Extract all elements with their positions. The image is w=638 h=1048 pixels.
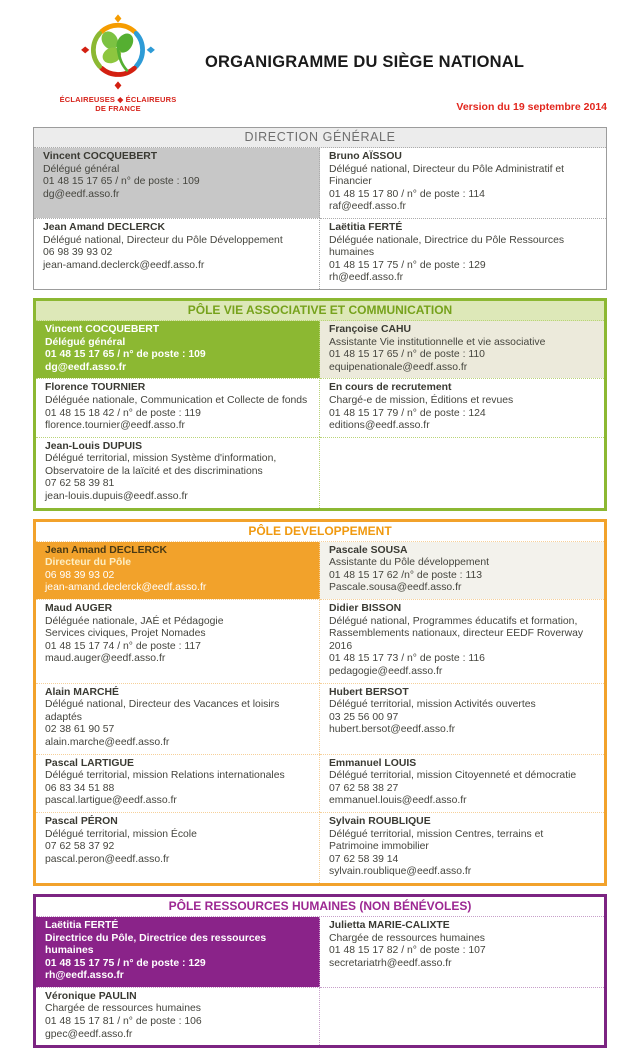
staff-cell: [36, 812, 320, 883]
staff-cell: [36, 542, 320, 599]
staff-cell: [320, 812, 604, 883]
staff-phone: 02 38 61 90 57: [45, 724, 115, 736]
staff-name: Florence TOURNIER: [45, 382, 146, 394]
staff-role: Délégué national, Programmes éducatifs et formation,: [329, 615, 578, 627]
staff-phone: 01 48 15 17 65 / n° de poste : 110: [329, 349, 485, 361]
staff-phone: 01 48 15 17 65 / n° de poste : 109: [45, 349, 206, 361]
staff-name: Jean-Louis DUPUIS: [45, 440, 142, 452]
staff-role: Délégué territorial, mission Citoyenneté et démocratie: [329, 770, 577, 782]
staff-cell: [320, 378, 604, 436]
staff-name: Maud AUGER: [45, 603, 113, 615]
staff-email: maud.auger@eedf.asso.fr: [45, 653, 166, 665]
staff-name: Julietta MARIE-CALIXTE: [329, 919, 450, 931]
staff-name: Françoise CAHU: [329, 323, 411, 335]
staff-cell: [320, 321, 604, 378]
staff-phone: 07 62 58 38 27: [329, 782, 399, 794]
staff-phone: 01 48 15 18 42 / n° de poste : 119: [45, 407, 201, 419]
staff-email: hubert.bersot@eedf.asso.fr: [329, 724, 456, 736]
staff-role: Directrice du Pôle, Directrice des ressources humaines: [45, 932, 267, 957]
staff-phone: 01 48 15 17 75 / n° de poste : 129: [329, 259, 486, 271]
staff-role: Délégué territorial, mission Activités ouvertes: [329, 699, 536, 711]
staff-email: jean-amand.declerck@eedf.asso.fr: [43, 259, 205, 271]
staff-role: Délégué national, Directeur du Pôle Développement: [43, 234, 283, 246]
staff-name: Sylvain ROUBLIQUE: [329, 815, 431, 827]
staff-name: Pascal LARTIGUE: [45, 757, 134, 769]
staff-phone: 01 48 15 17 65 / n° de poste : 109: [43, 176, 200, 188]
staff-role: Délégué général: [43, 163, 120, 175]
staff-cell: [36, 987, 320, 1045]
staff-name: Didier BISSON: [329, 603, 402, 615]
staff-phone: 03 25 56 00 97: [329, 711, 399, 723]
staff-email: raf@eedf.asso.fr: [329, 201, 406, 213]
staff-role: Déléguée nationale, Communication et Collecte de fonds: [45, 394, 308, 406]
staff-cell: [34, 218, 320, 289]
staff-role: Directeur du Pôle: [45, 557, 132, 569]
section-pole-developpement: [33, 519, 607, 886]
staff-cell: [36, 917, 320, 987]
staff-phone: 01 48 15 17 62 /n° de poste : 113: [329, 569, 483, 581]
staff-name: Hubert BERSOT: [329, 686, 409, 698]
staff-cell: [34, 148, 320, 218]
staff-email: pascal.peron@eedf.asso.fr: [45, 853, 170, 865]
staff-cell: [320, 218, 606, 289]
staff-cell: [320, 917, 604, 987]
section-pole-ressources-humaines-title: PÔLE RESSOURCES HUMAINES (NON BÉNÉVOLES): [36, 897, 604, 917]
staff-cell: [320, 599, 604, 683]
staff-role: Délégué territorial, mission Centres, terrains et Patrimoine immobilier: [329, 828, 544, 853]
staff-name: Vincent COCQUEBERT: [43, 151, 158, 162]
staff-cell: [36, 378, 320, 436]
staff-grid-pole-ressources-humaines: [36, 917, 604, 1045]
staff-name: Bruno AÏSSOU: [329, 151, 402, 162]
staff-role: Délégué national, Directeur des Vacances et loisirs adaptés: [45, 699, 280, 723]
staff-role: Assistante Vie institutionnelle et vie associative: [329, 336, 546, 348]
staff-role: Délégué territorial, mission Relations internationales: [45, 770, 285, 782]
staff-name: Pascal PÉRON: [45, 815, 118, 827]
staff-email: editions@eedf.asso.fr: [329, 420, 430, 432]
staff-name: Alain MARCHÉ: [45, 686, 119, 698]
staff-role-line2: Observatoire de la laïcité et des discriminations: [45, 465, 263, 477]
staff-cell: [320, 754, 604, 812]
section-pole-vie-associative-title: PÔLE VIE ASSOCIATIVE ET COMMUNICATION: [36, 301, 604, 321]
section-direction-generale: [33, 127, 607, 290]
eedf-logo-mark: [77, 13, 159, 95]
staff-email: sylvain.roublique@eedf.asso.fr: [329, 866, 472, 878]
staff-email: jean-amand.declerck@eedf.asso.fr: [45, 582, 207, 594]
staff-email: pedagogie@eedf.asso.fr: [329, 666, 443, 677]
staff-phone: 01 48 15 17 75 / n° de poste : 129: [45, 957, 206, 969]
staff-name: Laëtitia FERTÉ: [45, 919, 119, 931]
staff-email: pascal.lartigue@eedf.asso.fr: [45, 795, 177, 807]
staff-email: Pascale.sousa@eedf.asso.fr: [329, 582, 462, 594]
staff-grid-direction-generale: [34, 148, 606, 289]
staff-role-line2: Services civiques, Projet Nomades: [45, 628, 206, 640]
staff-email: equipenationale@eedf.asso.fr: [329, 361, 468, 373]
staff-phone: 06 98 39 93 02: [45, 569, 115, 581]
staff-phone: 06 83 34 51 88: [45, 782, 115, 794]
staff-role: Délégué général: [45, 336, 126, 348]
page-header: [33, 13, 607, 127]
staff-email: jean-louis.dupuis@eedf.asso.fr: [45, 491, 188, 503]
staff-cell: [36, 437, 320, 508]
eedf-logo: [43, 13, 193, 113]
staff-name: Jean Amand DECLERCK: [43, 221, 166, 233]
staff-cell: [320, 437, 604, 508]
staff-role-line2: Rassemblements nationaux, directeur EEDF Roverway 2016: [329, 628, 584, 652]
staff-name: En cours de recrutement: [329, 382, 452, 394]
staff-name: Emmanuel LOUIS: [329, 757, 417, 769]
staff-email: dg@eedf.asso.fr: [43, 188, 120, 200]
staff-cell: [320, 148, 606, 218]
staff-phone: 01 48 15 17 79 / n° de poste : 124: [329, 407, 486, 419]
staff-cell: [36, 599, 320, 683]
staff-role: Chargée de ressources humaines: [329, 932, 485, 944]
staff-phone: 06 98 39 93 02: [43, 247, 113, 259]
staff-role: Délégué territorial, mission Système d'information,: [45, 453, 277, 465]
staff-phone: 07 62 58 39 14: [329, 853, 399, 865]
staff-role: Chargé-e de mission, Éditions et revues: [329, 394, 514, 406]
staff-email: secretariatrh@eedf.asso.fr: [329, 957, 452, 969]
staff-role: Déléguée nationale, JAÉ et Pédagogie: [45, 615, 224, 627]
clover-mark: [98, 28, 136, 70]
version-label: Version du 19 septembre 2014: [456, 101, 607, 113]
staff-grid-pole-vie-associative: [36, 321, 604, 508]
staff-name: Laëtitia FERTÉ: [329, 221, 403, 233]
staff-role: Déléguée nationale, Directrice du Pôle Ressources humaines: [329, 234, 565, 259]
staff-cell: [36, 754, 320, 812]
staff-email: rh@eedf.asso.fr: [45, 970, 124, 982]
staff-cell: [36, 683, 320, 754]
staff-phone: 07 62 58 39 81: [45, 478, 115, 490]
staff-cell: [36, 321, 320, 378]
section-pole-developpement-title: PÔLE DEVELOPPEMENT: [36, 522, 604, 542]
staff-email: emmanuel.louis@eedf.asso.fr: [329, 795, 467, 807]
section-direction-generale-title: DIRECTION GÉNÉRALE: [34, 128, 606, 148]
staff-email: dg@eedf.asso.fr: [45, 361, 127, 373]
staff-phone: 01 48 15 17 82 / n° de poste : 107: [329, 945, 486, 957]
staff-cell: [320, 987, 604, 1045]
staff-email: alain.marche@eedf.asso.fr: [45, 736, 170, 748]
staff-phone: 01 48 15 17 73 / n° de poste : 116: [329, 653, 485, 665]
staff-cell: [320, 683, 604, 754]
staff-phone: 07 62 58 37 92: [45, 841, 115, 853]
section-pole-vie-associative: [33, 298, 607, 511]
staff-phone: 01 48 15 17 80 / n° de poste : 114: [329, 188, 485, 200]
staff-role: Délégué national, Directeur du Pôle Administratif et Financier: [329, 163, 565, 188]
staff-name: Véronique PAULIN: [45, 990, 137, 1002]
logo-caption: [43, 95, 193, 113]
staff-name: Jean Amand DECLERCK: [45, 544, 168, 556]
staff-phone: 01 48 15 17 81 / n° de poste : 106: [45, 1016, 202, 1028]
staff-role: Assistante du Pôle développement: [329, 557, 490, 569]
logo-caption-line2: DE FRANCE: [95, 104, 141, 113]
staff-phone: 01 48 15 17 74 / n° de poste : 117: [45, 640, 201, 652]
staff-email: gpec@eedf.asso.fr: [45, 1028, 133, 1040]
staff-name: Pascale SOUSA: [329, 544, 408, 556]
page-title: ORGANIGRAMME DU SIÈGE NATIONAL: [205, 53, 525, 71]
staff-role: Délégué territorial, mission École: [45, 828, 197, 840]
staff-name: Vincent COCQUEBERT: [45, 323, 160, 335]
staff-role: Chargée de ressources humaines: [45, 1003, 201, 1015]
logo-caption-line1: ÉCLAIREUSES ◆ ÉCLAIREURS: [59, 95, 177, 104]
staff-email: florence.tournier@eedf.asso.fr: [45, 420, 185, 432]
section-pole-ressources-humaines: [33, 894, 607, 1048]
staff-cell: [320, 542, 604, 599]
staff-email: rh@eedf.asso.fr: [329, 272, 404, 284]
staff-grid-pole-developpement: [36, 542, 604, 883]
